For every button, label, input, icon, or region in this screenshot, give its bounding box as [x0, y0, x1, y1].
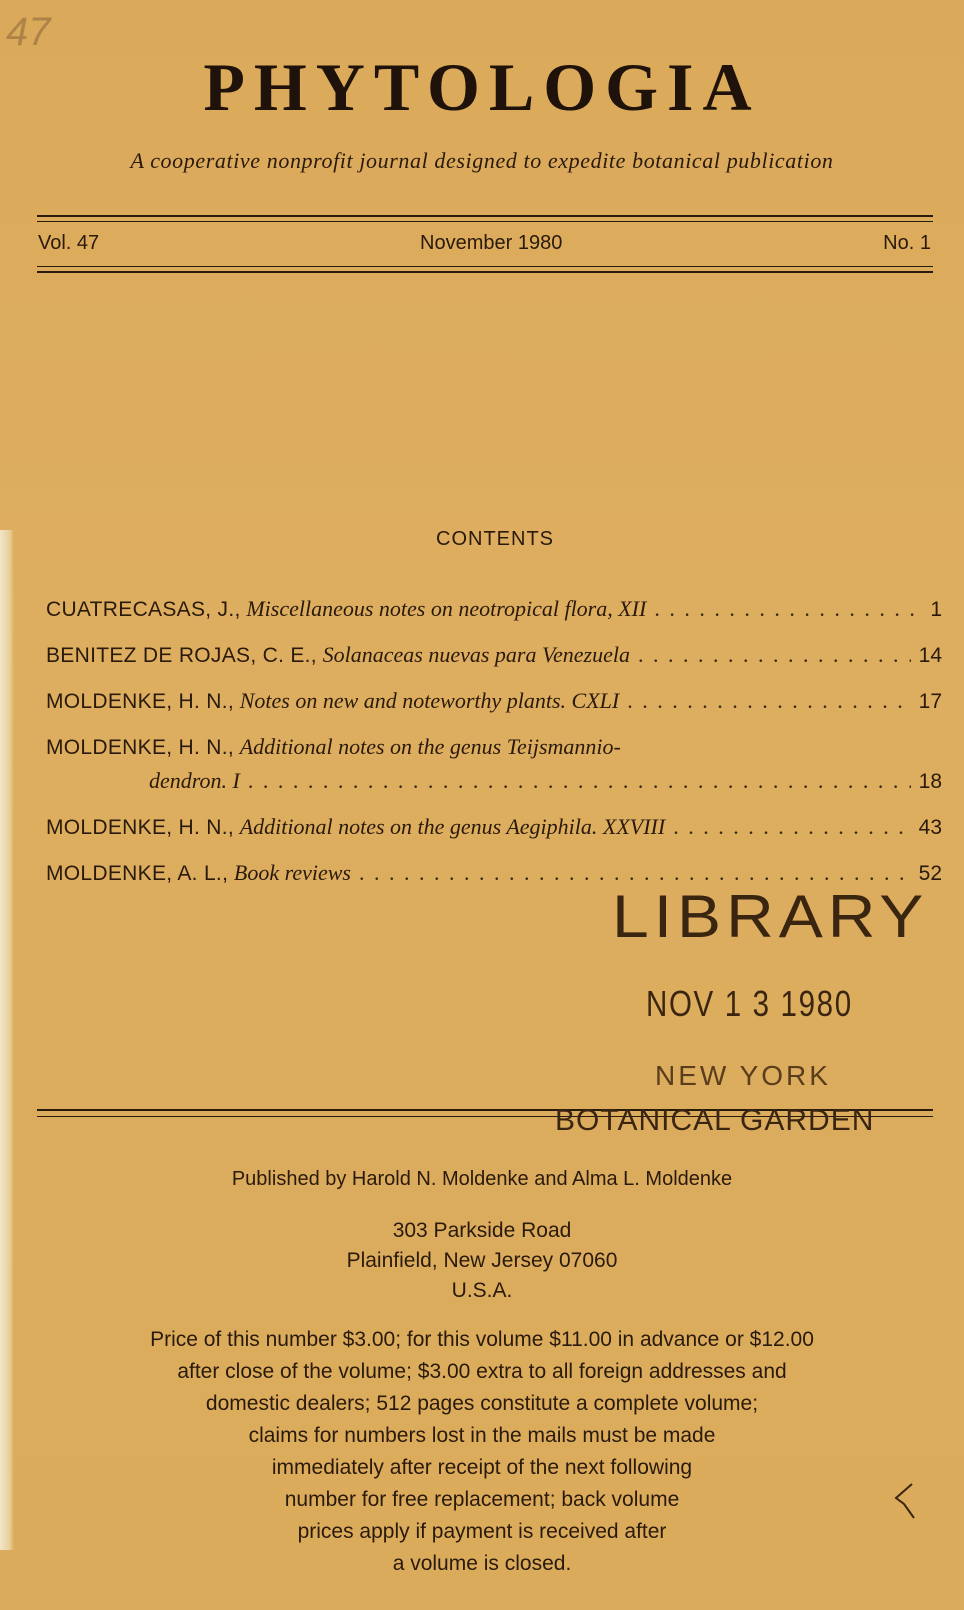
page-edge	[0, 530, 14, 1550]
toc-entry: MOLDENKE, A. L. , Book reviews . . . 52	[46, 860, 942, 906]
toc-article-title: Book reviews	[233, 860, 351, 885]
issue-date: November 1980	[420, 232, 563, 254]
bottom-rule	[37, 271, 933, 273]
price-line: Price of this number $3.00; for this volume $11.00 in advance or $12.00	[150, 1328, 814, 1351]
toc-article-title: Additional notes on the genus Teijsmannio-	[239, 734, 621, 759]
price-line: prices apply if payment is received after	[297, 1520, 667, 1543]
journal-title: PHYTOLOGIA	[203, 49, 761, 125]
toc-article-title: Miscellaneous notes on neotropical flora, XII	[246, 596, 647, 621]
toc-author: CUATRECASAS, J.	[46, 598, 235, 621]
price-line: immediately after receipt of the next following	[271, 1456, 693, 1479]
price-line: after close of the volume; $3.00 extra to all foreign addresses and	[177, 1360, 787, 1383]
address-street: 303 Parkside Road	[392, 1219, 572, 1242]
toc-entry: CUATRECASAS, J. , Miscellaneous notes on neotropical flora, XII . . . 1	[46, 596, 942, 642]
stamp-institution: BOTANICAL GARDEN	[555, 1104, 875, 1137]
toc-author: MOLDENKE, H. N.	[46, 736, 228, 759]
pencil-check-mark	[890, 1480, 920, 1520]
toc-article-title-continued: dendron. I	[149, 768, 240, 793]
issue-number: No. 1	[883, 232, 931, 254]
toc-leader	[654, 596, 922, 622]
library-stamp: LIBRARY	[612, 881, 929, 951]
toc-page-number: 43	[918, 816, 942, 839]
toc-page-number: 52	[918, 862, 942, 885]
contents-heading: CONTENTS	[436, 528, 554, 550]
address-city: Plainfield, New Jersey 07060	[346, 1249, 618, 1272]
toc-leader	[627, 688, 910, 714]
handwritten-mark: 47	[6, 10, 51, 54]
toc-entry: MOLDENKE, H. N. , Additional notes on the genus Teijsmannio-	[46, 734, 621, 759]
toc-author: MOLDENKE, H. N.	[46, 816, 228, 839]
issue-info	[38, 232, 931, 255]
toc-leader	[248, 768, 911, 794]
toc-page-number: 17	[918, 690, 942, 713]
publisher-address	[0, 1216, 964, 1306]
toc-author: MOLDENKE, A. L.	[46, 862, 223, 885]
toc-page-number: 14	[918, 644, 942, 667]
toc-leader	[673, 814, 910, 840]
toc-author: MOLDENKE, H. N.	[46, 690, 228, 713]
price-line: domestic dealers; 512 pages constitute a complete volume;	[205, 1392, 759, 1415]
price-line: a volume is closed.	[392, 1552, 572, 1575]
bottom-rule-inner	[37, 266, 933, 267]
toc-entry: MOLDENKE, H. N. , Notes on new and noteworthy plants. CXLI . . . 17	[46, 688, 942, 734]
toc-entry-continuation	[46, 768, 942, 814]
received-date-stamp: NOV 1 3 1980	[646, 983, 853, 1024]
price-notice	[60, 1324, 904, 1580]
journal-subtitle: A cooperative nonprofit journal designed to expedite botanical publication	[130, 148, 834, 173]
toc-entry: BENITEZ DE ROJAS, C. E. , Solanaceas nuevas para Venezuela . . . 14	[46, 642, 942, 688]
toc-leader	[638, 642, 911, 668]
toc-page-number: 18	[918, 770, 942, 793]
table-of-contents	[46, 596, 942, 906]
toc-page-number: 1	[930, 598, 942, 621]
publisher-line: Published by Harold N. Moldenke and Alma L. Moldenke	[231, 1168, 733, 1190]
address-country: U.S.A.	[451, 1279, 513, 1302]
top-rule-inner	[37, 221, 933, 222]
top-rule	[37, 215, 933, 217]
toc-article-title: Additional notes on the genus Aegiphila. XXVIII	[239, 814, 666, 839]
volume-label: Vol. 47	[38, 232, 100, 254]
toc-article-title: Solanaceas nuevas para Venezuela	[322, 642, 630, 667]
toc-article-title: Notes on new and noteworthy plants. CXLI	[239, 688, 620, 713]
price-line: claims for numbers lost in the mails must be made	[248, 1424, 716, 1447]
toc-entry: MOLDENKE, H. N. , Additional notes on the genus Aegiphila. XXVIII . . . 43	[46, 814, 942, 860]
toc-author: BENITEZ DE ROJAS, C. E.	[46, 644, 311, 667]
stamp-city: NEW YORK	[655, 1060, 831, 1091]
price-line: number for free replacement; back volume	[284, 1488, 680, 1511]
